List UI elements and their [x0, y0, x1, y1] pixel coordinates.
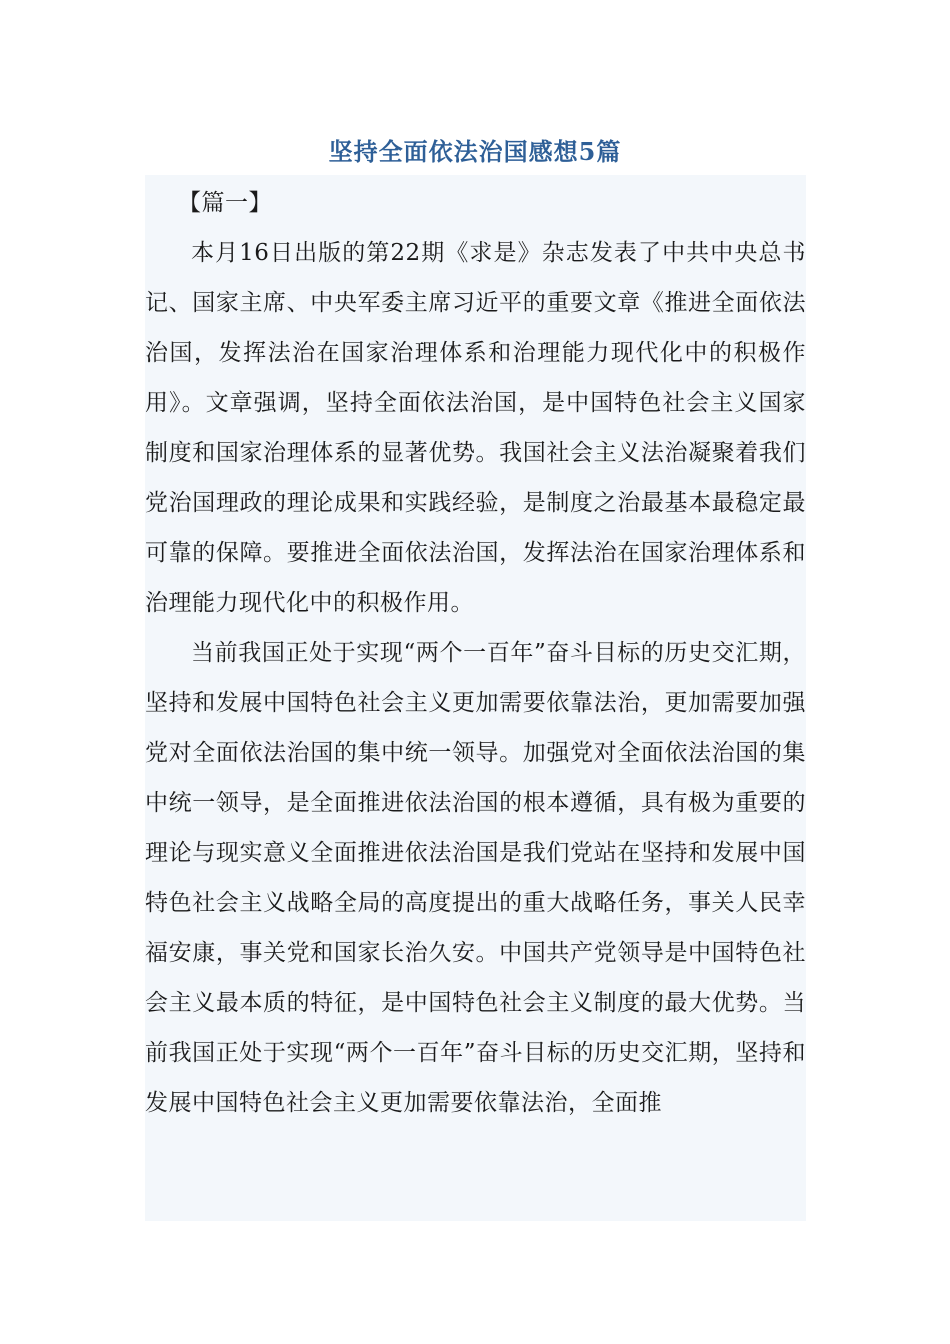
section-heading: 【篇一】: [178, 190, 272, 216]
paragraph-2: 当前我国正处于实现“两个一百年”奋斗目标的历史交汇期，坚持和发展中国特色社会主义更加需要依靠法治，更加需要加强党对全面依法治国的集中统一领导。加强党对全面依法治国的集中统一领导，是全面推进依法治国的根本遵循，具有极为重要的理论与现实意义全面推进依法治国是我们党站在坚持和发展中国特色社会主义战略全局的高度提出的重大战略任务，事关人民幸福安康，事关党和国家长治久安。中国共产党领导是中国特色社会主义最本质的特征，是中国特色社会主义制度的最大优势。当前我国正处于实现“两个一百年”奋斗目标的历史交汇期，坚持和发展中国特色社会主义更加需要依靠法治，全面推: [145, 640, 806, 1116]
document-title: 坚持全面依法治国感想5篇: [328, 137, 622, 166]
document-text: [145, 178, 806, 1128]
document-body: [145, 175, 806, 1221]
paragraph-1: 本月16日出版的第22期《求是》杂志发表了中共中央总书记、国家主席、中央军委主席习近平的重要文章《推进全面依法治国，发挥法治在国家治理体系和治理能力现代化中的积极作用》。文章强调，坚持全面依法治国，是中国特色社会主义国家制度和国家治理体系的显著优势。我国社会主义法治凝聚着我们党治国理政的理论成果和实践经验，是制度之治最基本最稳定最可靠的保障。要推进全面依法治国，发挥法治在国家治理体系和治理能力现代化中的积极作用。: [145, 240, 806, 616]
